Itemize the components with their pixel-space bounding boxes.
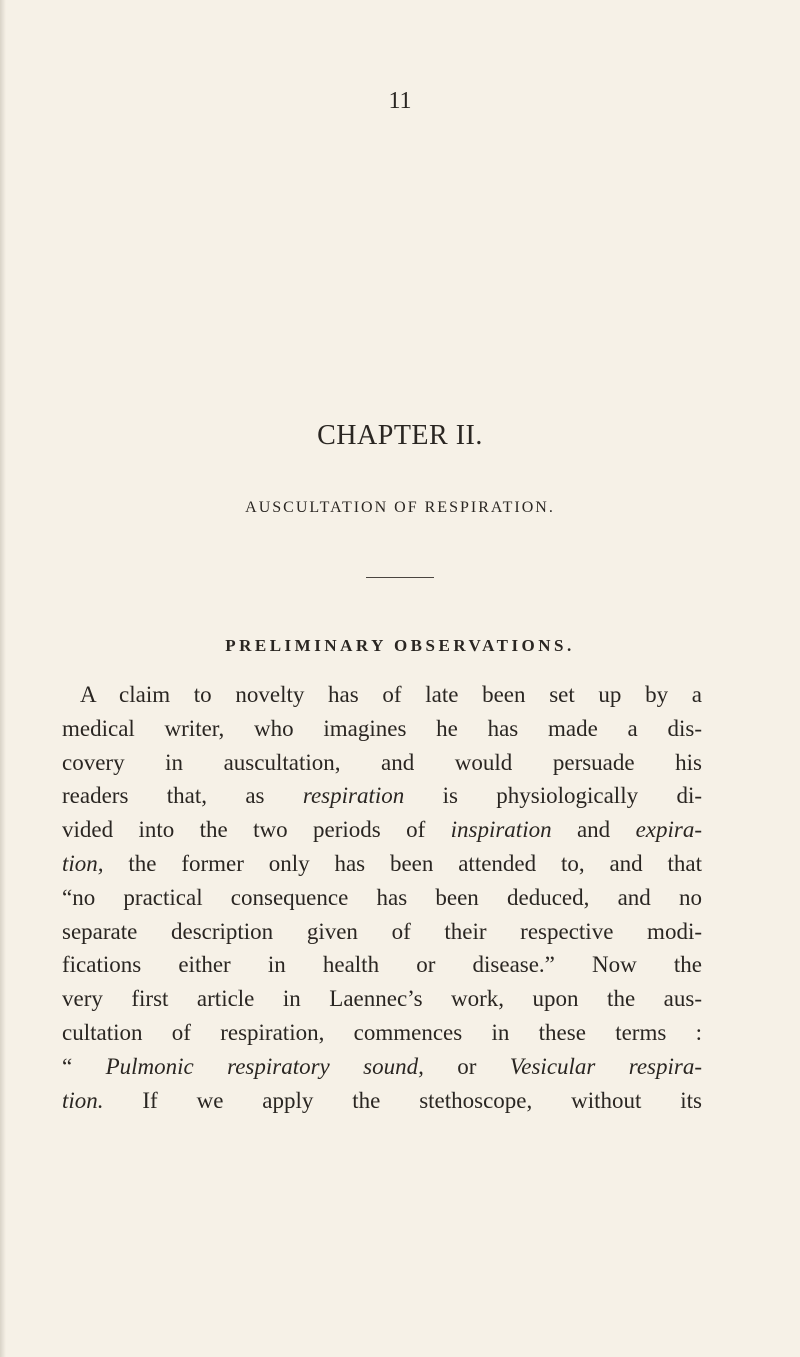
chapter-subtitle: AUSCULTATION OF RESPIRATION. <box>245 499 555 516</box>
text-run: very first article in Laennec’s work, upon the aus- <box>62 986 702 1012</box>
text-line <box>62 678 702 712</box>
text-line <box>62 712 702 746</box>
page-edge-shadow <box>0 0 6 1357</box>
text-run: If we apply the stethoscope, without its <box>103 1087 702 1113</box>
text-run: “no practical consequence has been deduced, and no <box>62 884 702 910</box>
text-line <box>62 1016 702 1050</box>
text-line <box>62 847 702 881</box>
text-line <box>62 982 702 1016</box>
text-line <box>62 948 702 982</box>
text-run: the former only has been attended to, and that <box>103 850 702 876</box>
italic-term: Pulmonic respiratory sound, <box>105 1053 424 1079</box>
text-line <box>62 881 702 915</box>
text-line <box>62 915 702 949</box>
italic-term: tion. <box>62 1087 104 1113</box>
text-line <box>62 746 702 780</box>
text-line <box>62 779 702 813</box>
italic-term: Vesicular respira- <box>509 1053 702 1079</box>
text-run: A claim to novelty has of late been set up by a <box>80 682 702 707</box>
body-paragraph <box>62 678 702 1117</box>
page-number: 11 <box>388 88 412 114</box>
text-run: separate description given of their respective modi- <box>62 918 702 944</box>
text-line <box>62 1050 702 1084</box>
text-run: “ <box>62 1053 106 1079</box>
text-run: vided into the two periods of <box>62 817 451 843</box>
text-run: is physiologically di- <box>404 783 702 809</box>
italic-term: expira- <box>635 817 702 843</box>
chapter-title: CHAPTER II. <box>317 420 483 451</box>
text-line <box>62 1084 702 1118</box>
text-run: fications either in health or disease.” Now the <box>62 952 702 978</box>
italic-term: respiration <box>302 783 405 809</box>
text-run: covery in auscultation, and would persuade his <box>62 749 702 775</box>
italic-term: tion, <box>62 850 104 876</box>
text-line <box>62 813 702 847</box>
text-run: cultation of respiration, commences in these terms : <box>62 1019 702 1045</box>
italic-term: inspiration <box>450 817 552 843</box>
text-run: or <box>423 1053 510 1079</box>
section-divider <box>366 577 434 578</box>
text-run: and <box>551 817 636 843</box>
text-run: readers that, as <box>62 783 303 809</box>
section-heading: PRELIMINARY OBSERVATIONS. <box>225 636 575 655</box>
text-run: medical writer, who imagines he has made a dis- <box>62 715 702 741</box>
